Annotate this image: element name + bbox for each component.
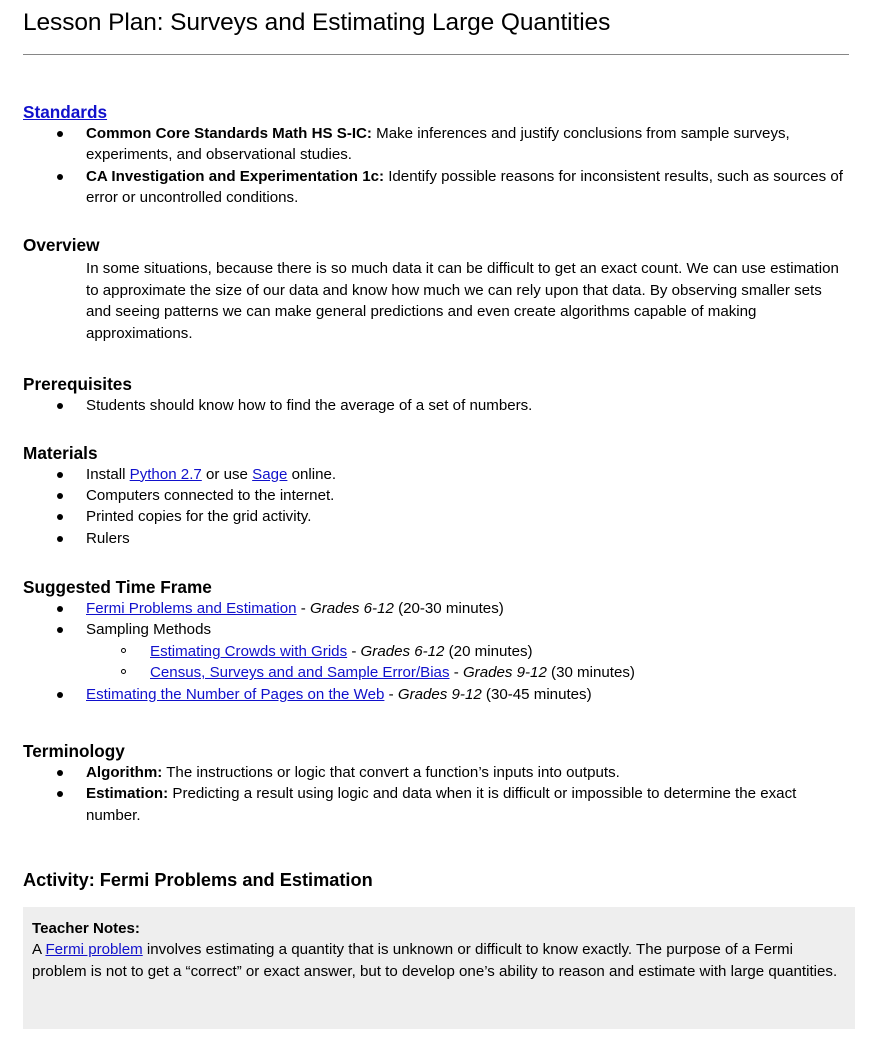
materials-install-post: online. bbox=[287, 465, 337, 483]
notes-pre: A bbox=[32, 941, 46, 959]
list-item bbox=[86, 662, 849, 683]
list-item bbox=[23, 684, 849, 705]
section-activity bbox=[23, 870, 849, 1029]
term-1-text: The instructions or logic that convert a function’s inputs into outputs. bbox=[162, 763, 620, 781]
standard-1-text: Make inferences and justify conclusions from sample surveys, experiments, and observational studies. bbox=[86, 124, 790, 164]
materials-install-mid: or use bbox=[201, 465, 253, 483]
materials-heading: Materials bbox=[23, 442, 98, 463]
list-item: Computers connected to the internet. bbox=[23, 485, 849, 506]
terminology-heading: Terminology bbox=[23, 741, 125, 762]
document-content bbox=[23, 0, 849, 1029]
time-frame-heading: Suggested Time Frame bbox=[23, 577, 212, 598]
term-1-lead: Algorithm: bbox=[86, 763, 163, 781]
sampling-methods-label: Sampling Methods bbox=[86, 621, 212, 639]
list-item: Rulers bbox=[23, 528, 849, 549]
entry3-duration: (30-45 minutes) bbox=[481, 685, 592, 703]
list-item bbox=[23, 598, 849, 619]
section-overview bbox=[23, 235, 849, 344]
entry3-grades: Grades 9-12 bbox=[397, 685, 482, 703]
teacher-notes-box bbox=[23, 907, 855, 1029]
standards-heading-link[interactable]: Standards bbox=[23, 101, 108, 122]
activity-heading: Activity: Fermi Problems and Estimation bbox=[23, 869, 373, 890]
list-item bbox=[23, 619, 849, 683]
title-divider bbox=[23, 54, 849, 55]
sampling-methods-sublist bbox=[86, 641, 849, 684]
overview-heading: Overview bbox=[23, 234, 100, 255]
materials-install-pre: Install bbox=[86, 465, 130, 483]
census-surveys-link[interactable]: Census, Surveys and and Sample Error/Bias bbox=[150, 664, 450, 682]
standards-list bbox=[23, 123, 849, 209]
sub1-sep: - bbox=[347, 642, 361, 660]
python-link[interactable]: Python 2.7 bbox=[129, 465, 202, 483]
sub1-grades: Grades 6-12 bbox=[360, 642, 445, 660]
fermi-problem-link[interactable]: Fermi problem bbox=[45, 941, 143, 959]
list-item bbox=[23, 166, 849, 209]
section-terminology bbox=[23, 741, 849, 826]
list-item bbox=[86, 641, 849, 662]
materials-list bbox=[23, 464, 849, 550]
sage-link[interactable]: Sage bbox=[252, 465, 288, 483]
page-title: Lesson Plan: Surveys and Estimating Large Quantities bbox=[23, 9, 611, 36]
list-item bbox=[23, 464, 849, 485]
standard-2-lead: CA Investigation and Experimentation 1c: bbox=[86, 167, 385, 185]
prerequisites-heading: Prerequisites bbox=[23, 373, 132, 394]
list-item: Printed copies for the grid activity. bbox=[23, 506, 849, 527]
entry1-sep: - bbox=[296, 599, 310, 617]
sub2-duration: (30 minutes) bbox=[546, 664, 635, 682]
standard-1-lead: Common Core Standards Math HS S-IC: bbox=[86, 124, 372, 142]
sub2-sep: - bbox=[449, 664, 463, 682]
section-materials bbox=[23, 443, 849, 549]
teacher-notes-body bbox=[32, 939, 847, 982]
sub1-duration: (20 minutes) bbox=[444, 642, 533, 660]
notes-post: involves estimating a quantity that is unknown or difficult to know exactly. The purpose of a Fermi problem is not to get a “correct” or exact answer, but to develop one’s ability to reason and estimate with large quantities. bbox=[32, 941, 838, 980]
standards-heading-wrap bbox=[23, 102, 849, 123]
list-item bbox=[23, 783, 849, 826]
entry1-grades: Grades 6-12 bbox=[309, 599, 394, 617]
section-time-frame bbox=[23, 577, 849, 705]
term-2-lead: Estimation: bbox=[86, 785, 169, 803]
terminology-list bbox=[23, 762, 849, 826]
entry3-sep: - bbox=[384, 685, 398, 703]
time-frame-list bbox=[23, 598, 849, 705]
term-2-text: Predicting a result using logic and data when it is difficult or impossible to determine the exact number. bbox=[86, 785, 797, 824]
sub2-grades: Grades 9-12 bbox=[462, 664, 547, 682]
section-standards bbox=[23, 102, 849, 209]
standard-2-text: Identify possible reasons for inconsistent results, such as sources of error or uncontrolled conditions. bbox=[86, 167, 843, 207]
section-prerequisites bbox=[23, 374, 849, 416]
list-item bbox=[23, 762, 849, 783]
overview-paragraph: In some situations, because there is so much data it can be difficult to get an exact count. We can use estimation to approximate the size of our data and know how much we can rely upon that data. By observing smaller sets and seeing patterns we can make general predictions and even create algorithms capable of making approximations. bbox=[86, 260, 839, 342]
estimating-pages-web-link[interactable]: Estimating the Number of Pages on the Web bbox=[86, 685, 385, 703]
estimating-crowds-link[interactable]: Estimating Crowds with Grids bbox=[150, 642, 348, 660]
prerequisites-list bbox=[23, 395, 849, 416]
entry1-duration: (20-30 minutes) bbox=[393, 599, 504, 617]
list-item bbox=[23, 123, 849, 166]
fermi-problems-link[interactable]: Fermi Problems and Estimation bbox=[86, 599, 297, 617]
list-item: Students should know how to find the average of a set of numbers. bbox=[23, 395, 849, 416]
teacher-notes-title: Teacher Notes: bbox=[32, 919, 140, 937]
